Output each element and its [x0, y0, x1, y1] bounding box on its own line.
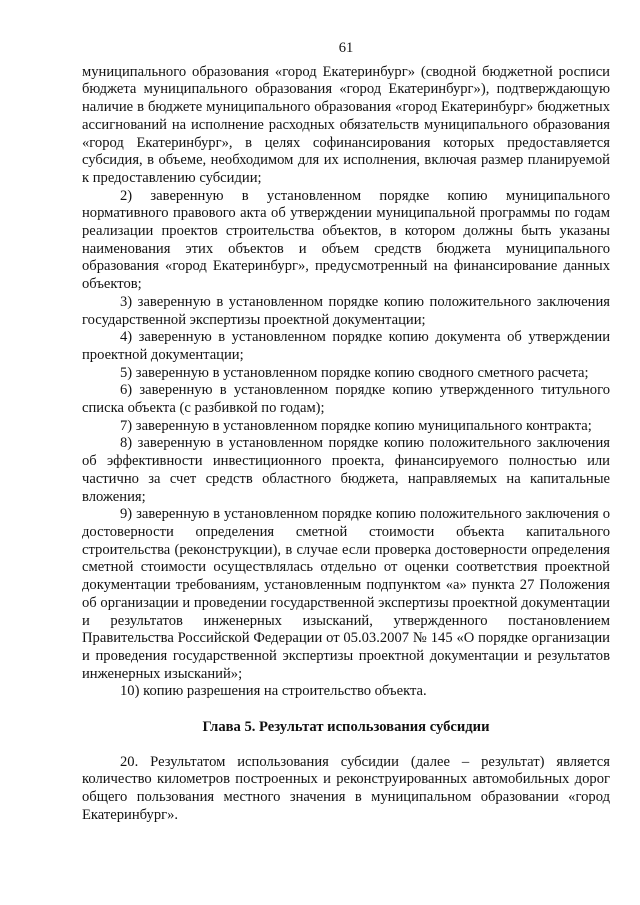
list-item-7: 7) заверенную в установленном порядке копию муниципального контракта; [120, 417, 592, 434]
list-item-4: 4) заверенную в установленном порядке копию документа об утверждении проектной документации; [82, 329, 610, 363]
list-item-2: 2) заверенную в установленном порядке копию муниципального нормативного правового акта об утверждении муниципальной программы по годам реализации проектов строительства объектов, в котором должны быть указаны наименования этих объектов и объем средств бюджета муниципального образования «город Екатеринбург», предусмотренный на финансирование данных объектов; [82, 187, 610, 293]
list-item-9: 9) заверенную в установленном порядке копию положительного заключения о достоверности определения сметной стоимости объекта капитального строительства (реконструкции), в случае если проверка достоверности определения сметной стоимости осуществлялась отдельно от оценки соответствия проектной документации требованиям, установленным подпунктом «а» пункта 27 Положения об организации и проведении государственной экспертизы проектной документации и результатов инженерных изысканий, утвержденного постановлением Правительства Российской Федерации от 05.03.2007 № 145 «О порядке организации и проведения государственной экспертизы проектной документации и результатов инженерных изысканий»; [82, 506, 610, 682]
paragraph-20: 20. Результатом использования субсидии (далее – результат) является количество километров построенных и реконструированных автомобильных дорог общего пользования местного значения в муниципальном образовании «город Екатеринбург». [82, 753, 610, 823]
list-item-3: 3) заверенную в установленном порядке копию положительного заключения государственной экспертизы проектной документации; [82, 293, 610, 328]
chapter-heading: Глава 5. Результат использования субсидии [202, 719, 490, 736]
document-page [82, 40, 610, 825]
page-number: 61 [338, 40, 354, 56]
list-item-5: 5) заверенную в установленном порядке копию сводного сметного расчета; [120, 364, 589, 381]
list-item-10: 10) копию разрешения на строительство объекта. [120, 683, 427, 700]
list-item-8: 8) заверенную в установленном порядке копию положительного заключения об эффективности инвестиционного проекта, финансируемого полностью или частично за счет средств областного бюджета, направляемых на капитальные вложения; [82, 435, 610, 505]
paragraph-continuation: муниципального образования «город Екатеринбург» (сводной бюджетной росписи бюджета муниципального образования «город Екатеринбург»), подтверждающую наличие в бюджете муниципального образования «город Екатеринбург» бюджетных ассигнований на исполнение расходных обязательств муниципального образования «город Екатеринбург», в целях софинансирования которых предоставляется субсидия, в объеме, необходимом для их исполнения, включая размер планируемой к предоставлению субсидии; [82, 63, 610, 186]
list-item-6: 6) заверенную в установленном порядке копию утвержденного титульного списка объекта (с разбивкой по годам); [82, 382, 610, 417]
